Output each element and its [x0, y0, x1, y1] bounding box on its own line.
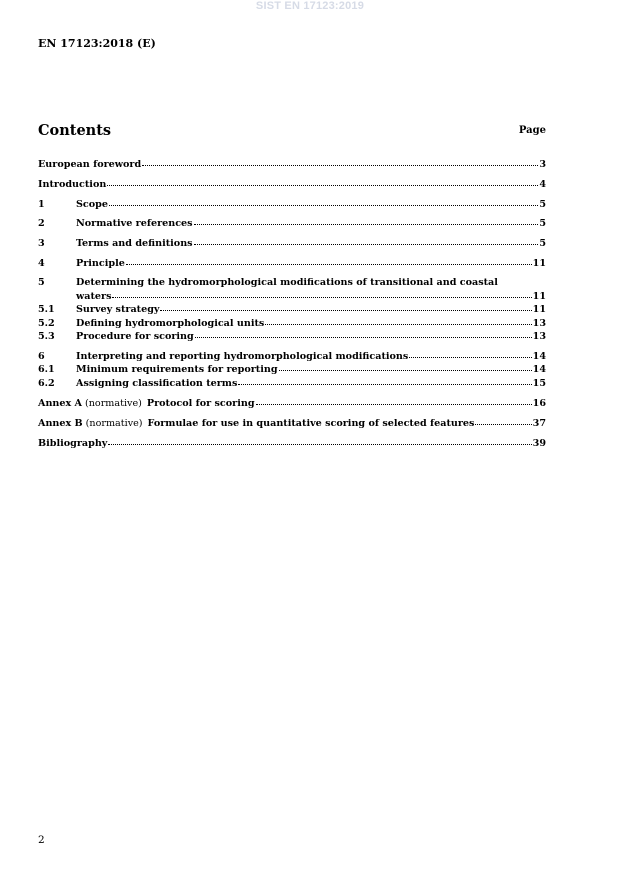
toc-entry-bibliography[interactable] [38, 436, 546, 449]
toc-entry-title: Introduction [38, 179, 107, 190]
toc-entry-page: 37 [532, 418, 546, 429]
toc-entry-page: 14 [532, 364, 546, 375]
toc-entry-title: Protocol for scoring [146, 398, 255, 409]
toc-entry-title: Scope [76, 199, 108, 210]
dot-leader [265, 315, 531, 325]
page-column-label: Page [518, 125, 546, 136]
toc-entry-title: Formulae for use in quantitative scoring of selected features [147, 418, 475, 429]
toc-entry-terms-and-definitions[interactable] [38, 236, 546, 249]
dot-leader [194, 215, 539, 225]
toc-entry-page: 39 [532, 438, 546, 449]
toc-entry-number: 3 [38, 238, 45, 249]
dot-leader [108, 435, 531, 445]
toc-entry-number: 5 [38, 277, 45, 288]
toc-entry-title: Defining hydromorphological units [76, 318, 265, 329]
toc-entry-title-line-1: Determining the hydromorphological modifications of transitional and coastal [76, 277, 498, 288]
contents-header [38, 122, 546, 144]
contents-title: Contents [38, 122, 112, 139]
dot-leader [126, 255, 532, 265]
toc-entry-page: 11 [532, 258, 546, 269]
toc-entry-number: 5.3 [38, 331, 55, 342]
toc-entry-annex-a[interactable] [38, 396, 546, 409]
dot-leader [194, 235, 539, 245]
toc-entry-number: 1 [38, 199, 45, 210]
toc-annex-type: (normative) [85, 398, 142, 409]
toc-entry-number: 2 [38, 218, 45, 229]
toc-entry-number: 5.1 [38, 304, 55, 315]
toc-entry-scope[interactable] [38, 197, 546, 210]
document-id: EN 17123:2018 (E) [38, 37, 156, 50]
toc-entry-procedure-for-scoring[interactable] [38, 329, 546, 342]
toc-entry-number: 5.2 [38, 318, 55, 329]
toc-entry-title: Survey strategy [76, 304, 160, 315]
toc-entry-principle[interactable] [38, 256, 546, 269]
dot-leader [475, 415, 531, 425]
toc-entry-number: 6.1 [38, 364, 55, 375]
toc-entry-introduction[interactable] [38, 177, 546, 190]
toc-entry-page: 14 [532, 351, 546, 362]
toc-entry-page: 5 [539, 238, 546, 249]
toc-entry-normative-references[interactable] [38, 216, 546, 229]
toc-entry-page: 11 [532, 291, 546, 302]
dot-leader [160, 301, 531, 311]
toc-entry-page: 11 [532, 304, 546, 315]
toc-entry-number: 4 [38, 258, 45, 269]
toc-entry-title-line-2: waters [76, 291, 112, 302]
toc-entry-page: 16 [532, 398, 546, 409]
toc-entry-page: 13 [532, 318, 546, 329]
toc-entry-survey-strategy[interactable] [38, 302, 546, 315]
toc-entry-european-foreword[interactable] [38, 157, 546, 170]
toc-annex-type: (normative) [85, 418, 143, 429]
toc-entry-annex-b[interactable] [38, 416, 546, 429]
toc-entry-minimum-requirements[interactable] [38, 362, 546, 375]
toc-annex-label: Annex A [38, 398, 83, 409]
toc-entry-page: 4 [539, 179, 546, 190]
toc-entry-page: 5 [539, 218, 546, 229]
toc-entry-title: Principle [76, 258, 125, 269]
toc-entry-title: Interpreting and reporting hydromorphological modifications [76, 351, 409, 362]
dot-leader [279, 361, 532, 371]
dot-leader [142, 156, 538, 166]
toc-entry-title: European foreword [38, 159, 142, 170]
toc-entry-title: Normative references [76, 218, 193, 229]
toc-entry-title: Terms and definitions [76, 238, 193, 249]
toc-entry-title: Assigning classification terms [76, 378, 238, 389]
dot-leader [238, 375, 531, 385]
toc-entry-page: 3 [539, 159, 546, 170]
dot-leader [107, 176, 538, 186]
toc-annex-label: Annex B [38, 418, 83, 429]
toc-entry-page: 5 [539, 199, 546, 210]
toc-entry-number: 6.2 [38, 378, 55, 389]
toc-entry-page: 15 [532, 378, 546, 389]
dot-leader [409, 348, 531, 358]
watermark: SIST EN 17123:2019 [255, 0, 365, 12]
toc-entry-title: Bibliography [38, 438, 108, 449]
toc-entry-assigning-classification[interactable] [38, 376, 546, 389]
dot-leader [256, 395, 532, 405]
toc-entry-page: 13 [532, 331, 546, 342]
dot-leader [195, 328, 532, 338]
toc-entry-number: 6 [38, 351, 45, 362]
toc-entry-title: Minimum requirements for reporting [76, 364, 278, 375]
dot-leader [109, 196, 538, 206]
toc-entry-title: Procedure for scoring [76, 331, 194, 342]
dot-leader [112, 288, 531, 298]
page-number: 2 [38, 834, 45, 846]
